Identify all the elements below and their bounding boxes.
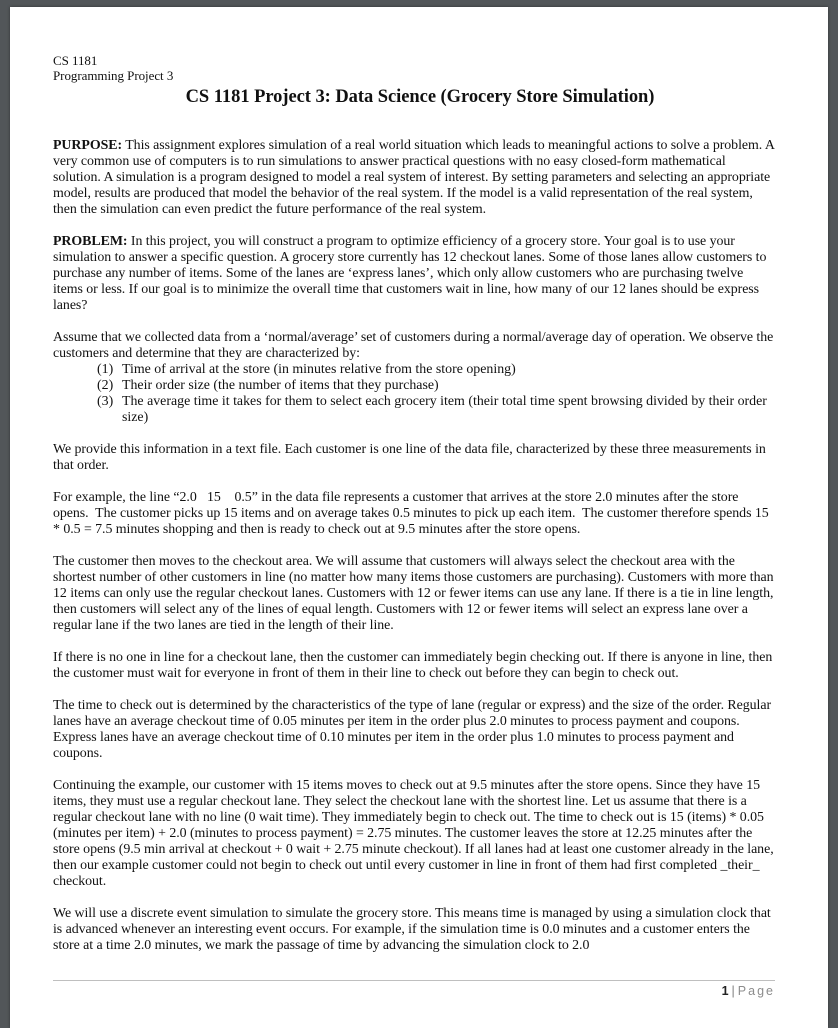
footer-separator: | [731,984,735,998]
problem-paragraph [53,234,775,314]
characteristics-list [53,362,775,426]
continuing-example-paragraph: Continuing the example, our customer with 15 items moves to check out at 9.5 minutes after the store opens. Since they have 15 items, they must use a regular checkout lane. They select the checkout lane with the shortest line. Let us assume that there is a regular checkout lane with no line (0 wait time). They immediately begin to check out. The time to check out is 15 (items) * 0.05 (minutes per item) + 2.0 (minutes to process payment) = 2.75 minutes. The customer leaves the store at 12.25 minutes after the store opens (9.5 min arrival at checkout + 0 wait + 2.75 minute checkout). If all lanes had at least one customer already in the lane, then our example customer could not begin to check out until every customer in line in front of them had first completed _their_ checkout. [53,778,774,889]
checkout-area-paragraph: The customer then moves to the checkout area. We will assume that customers will always select the checkout area with the shortest number of other customers in line (no matter how many items those customers are purchasing). Customers with more than 12 items can only use the regular checkout lanes. Customers with 12 or fewer items can use any lane. If there is a tie in line length, then customers will select any of the lines of equal length. Customers with 12 or fewer items will select an express lane over a regular lane if the two lanes are tied in the length of their line. [53,554,774,633]
footer-divider [53,980,775,981]
problem-text: In this project, you will construct a program to optimize efficiency of a grocery store. Your goal is to use your simulation to answer a specific question. A grocery store currently has 12 checkout lanes. Some of those lanes allow customers to purchase any number of items. Some of the lanes are ‘express lanes’, which only allow customers who are purchasing twelve items or less. If our goal is to minimize the overall time that customers wait in line, how many of our 12 lanes should be express lanes? [53,234,767,313]
document-page [10,7,828,1028]
project-header: Programming Project 3 [53,68,174,83]
page-number: 1 [721,984,729,998]
page-label: Page [737,984,775,998]
checkout-time-paragraph: The time to check out is determined by the characteristics of the type of lane (regular or express) and the size of the order. Regular lanes have an average checkout time of 0.05 minutes per item in the order plus 2.0 minutes to process payment and coupons. Express lanes have an average checkout time of 0.10 minutes per item in the order plus 1.0 minutes to process payment and coupons. [53,698,772,761]
course-header: CS 1181 [53,53,98,68]
list-item: (1) Time of arrival at the store (in minutes relative from the store opening) [97,362,516,377]
purpose-label: PURPOSE: [53,138,123,153]
list-item: (3) The average time it takes for them to select each grocery item (their total time spent browsing divided by their order size) [97,394,767,425]
no-one-in-line-paragraph: If there is no one in line for a checkout lane, then the customer can immediately begin checking out. If there is anyone in line, then the customer must wait for everyone in front of them in their line to check out before they can begin to check out. [53,650,773,681]
problem-label: PROBLEM: [53,234,128,249]
provide-paragraph: We provide this information in a text file. Each customer is one line of the data file, characterized by these three measurements in that order. [53,442,766,473]
document-title: CS 1181 Project 3: Data Science (Grocery Store Simulation) [185,87,655,107]
example-paragraph: For example, the line “2.0 15 0.5” in the data file represents a customer that arrives at the store 2.0 minutes after the store opens. The customer picks up 15 items and on average takes 0.5 minutes to pick up each item. The customer therefore spends 15 * 0.5 = 7.5 minutes shopping and then is ready to check out at 9.5 minutes after the store opens. [53,490,773,537]
purpose-paragraph [53,138,775,218]
page-footer [722,984,775,998]
assume-paragraph: Assume that we collected data from a ‘normal/average’ set of customers during a normal/average day of operation. We observe the customers and determine that they are characterized by: [53,330,774,361]
page-content [53,53,775,954]
purpose-text: This assignment explores simulation of a real world situation which leads to meaningful actions to solve a problem. A very common use of computers is to run simulations to answer practical questions with no easy closed-form mathematical solution. A simulation is a program designed to model a real system of interest. By setting parameters and selecting an appropriate model, results are produced that model the behavior of the real system. If the model is a valid representation of the real system, then the simulation can even predict the future performance of the real system. [53,138,775,217]
list-item: (2) Their order size (the number of items that they purchase) [97,378,439,393]
discrete-event-paragraph: We will use a discrete event simulation to simulate the grocery store. This means time is managed by using a simulation clock that is advanced whenever an interesting event occurs. For example, if the simulation time is 0.0 minutes and a customer enters the store at a time 2.0 minutes, we mark the passage of time by advancing the simulation clock to 2.0 [53,906,771,953]
